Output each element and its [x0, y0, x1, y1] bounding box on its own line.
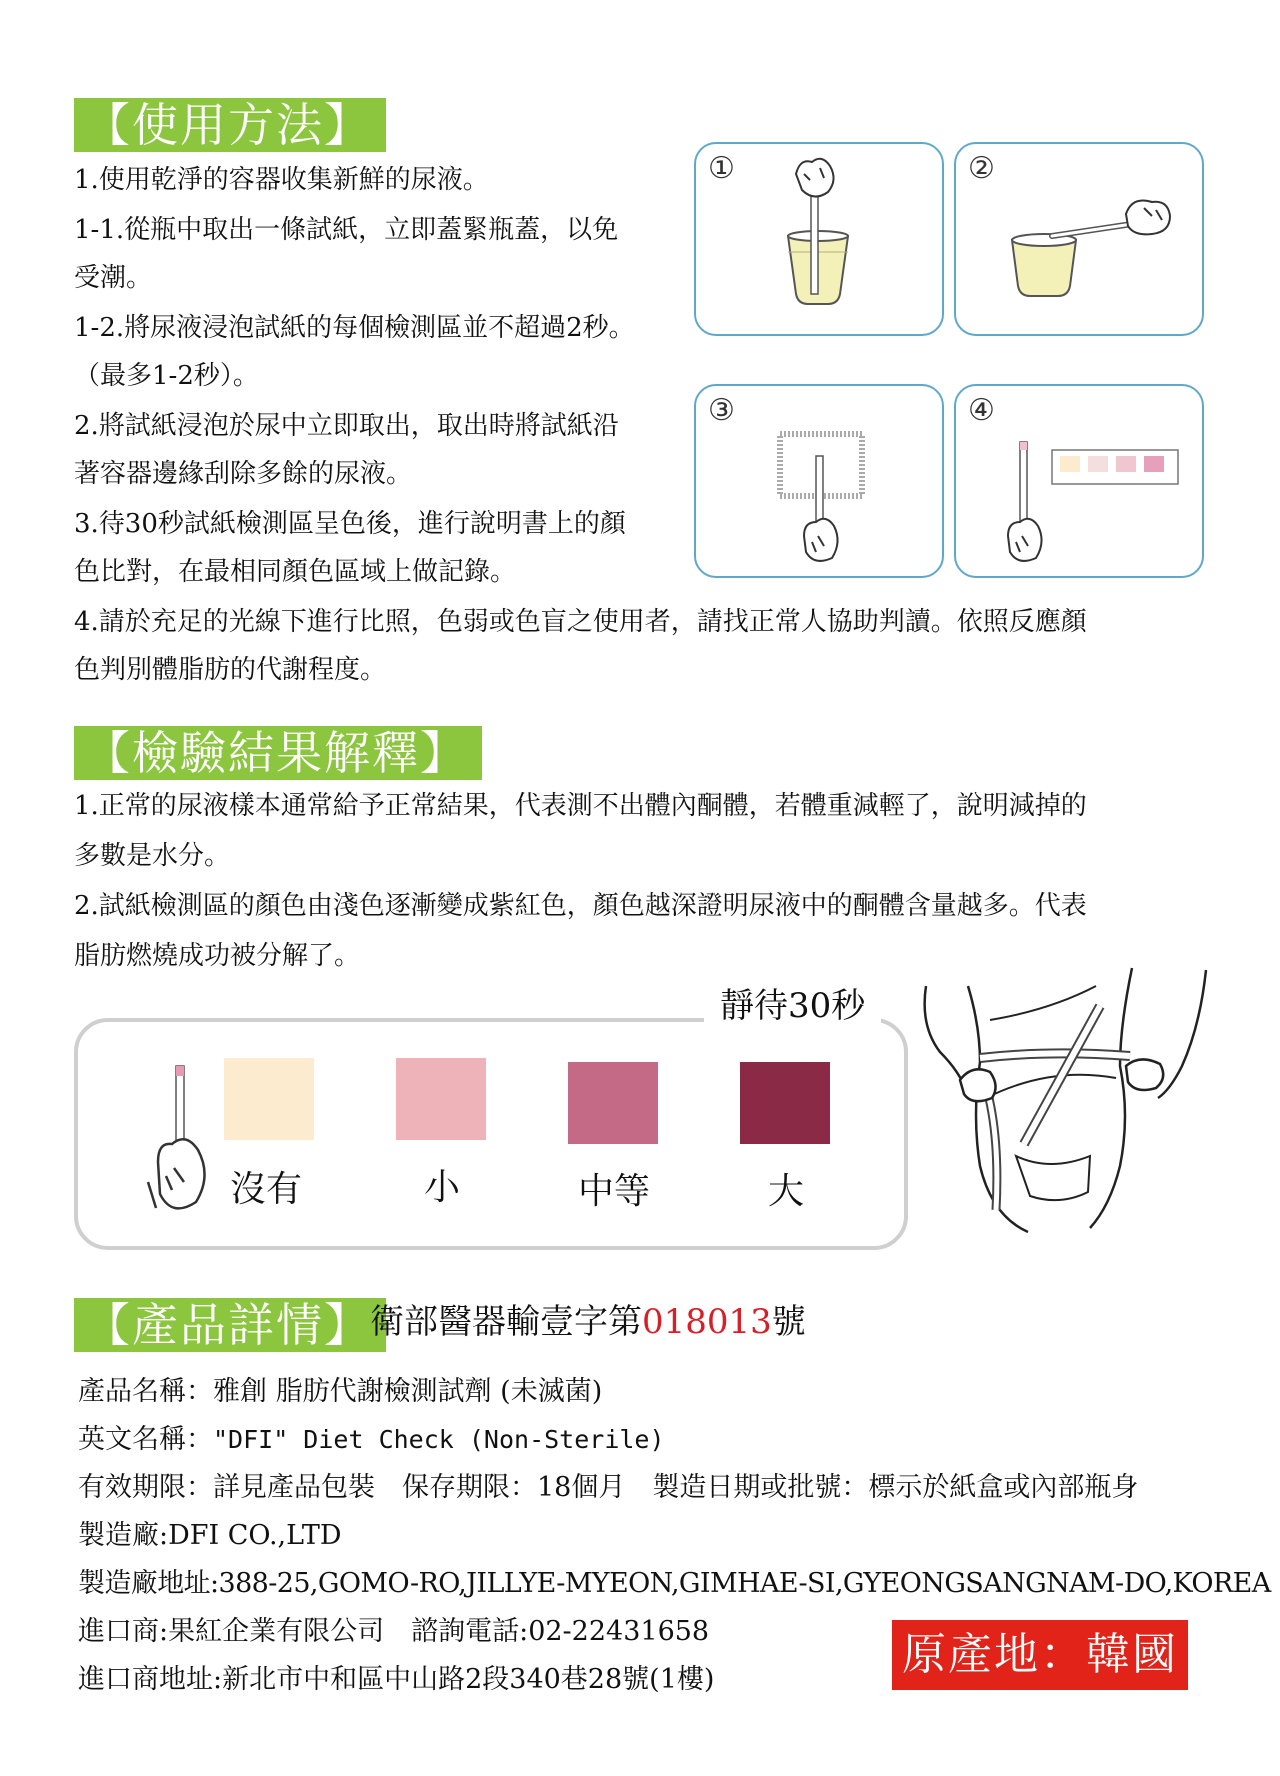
usage-line-8: 3.待30秒試紙檢測區呈色後，進行說明書上的顏: [74, 509, 626, 539]
level-label-small: 小: [423, 1167, 460, 1208]
usage-line-2: 1-1.從瓶中取出一條試紙，立即蓋緊瓶蓋，以免: [74, 215, 619, 245]
swatch-small: [396, 1058, 486, 1140]
level-label-large: 大: [767, 1171, 804, 1212]
waist-measuring-illustration: [920, 966, 1210, 1236]
validity-info: 有效期限：詳見產品包裝 保存期限：18個月 製造日期或批號：標示於紙盒或內部瓶身: [78, 1472, 1139, 1503]
results-line-4: 脂肪燃燒成功被分解了。: [74, 941, 361, 971]
wait-30-seconds-label: 靜待30秒: [704, 984, 881, 1028]
usage-section-title: 【使用方法】: [74, 98, 386, 152]
origin-badge: 原產地：韓國: [892, 1620, 1188, 1690]
usage-line-5: （最多1-2秒）。: [74, 361, 259, 391]
registration-number: [370, 1300, 806, 1344]
level-label-medium: 中等: [577, 1171, 650, 1212]
step-number-4: ④: [968, 393, 995, 428]
english-name-label: 英文名稱：: [78, 1424, 213, 1455]
step-number-2: ②: [968, 151, 995, 186]
usage-line-3: 受潮。: [74, 263, 153, 293]
results-line-2: 多數是水分。: [74, 841, 231, 871]
step-panel-4: [954, 384, 1204, 578]
registration-prefix: 衛部醫器輸壹字第: [370, 1302, 642, 1342]
details-section-title: 【產品詳情】: [74, 1298, 386, 1352]
usage-line-7: 著容器邊緣刮除多餘的尿液。: [74, 459, 413, 489]
usage-line-1: 1.使用乾淨的容器收集新鮮的尿液。: [74, 165, 489, 195]
manufacturer: 製造廠:DFI CO.,LTD: [78, 1520, 342, 1551]
step-panel-2: [954, 142, 1204, 336]
step-number-1: ①: [708, 151, 735, 186]
usage-line-11: 色判別體脂肪的代謝程度。: [74, 655, 387, 685]
importer: 進口商:果紅企業有限公司 諮詢電話:02-22431658: [78, 1616, 710, 1647]
manufacturer-address: 製造廠地址:388-25,GOMO-RO,JILLYE-MYEON,GIMHAE-SI,GYEONGSANGNAM-DO,KOREA: [78, 1568, 1271, 1599]
usage-line-10: 4.請於充足的光線下進行比照，色弱或色盲之使用者，請找正常人協助判讀。依照反應顏: [74, 607, 1087, 637]
results-line-1: 1.正常的尿液樣本通常給予正常結果，代表測不出體內酮體，若體重減輕了，說明減掉的: [74, 791, 1087, 821]
swatch-large: [740, 1062, 830, 1144]
swatch-none: [224, 1058, 314, 1140]
swatch-medium: [568, 1062, 658, 1144]
english-name-value: "DFI" Diet Check (Non-Sterile): [213, 1425, 665, 1454]
step-panel-3: [694, 384, 944, 578]
usage-line-4: 1-2.將尿液浸泡試紙的每個檢測區並不超過2秒。: [74, 313, 635, 343]
usage-line-6: 2.將試紙浸泡於尿中立即取出，取出時將試紙沿: [74, 411, 619, 441]
importer-address: 進口商地址:新北市中和區中山路2段340巷28號(1樓): [78, 1664, 715, 1695]
level-label-none: 沒有: [229, 1169, 302, 1210]
results-section-title: 【檢驗結果解釋】: [74, 726, 482, 780]
product-name: 產品名稱：雅創 脂肪代謝檢測試劑 (未滅菌): [78, 1376, 603, 1407]
step-number-3: ③: [708, 393, 735, 428]
english-name: [78, 1420, 665, 1460]
results-line-3: 2.試紙檢測區的顏色由淺色逐漸變成紫紅色，顏色越深證明尿液中的酮體含量越多。代表: [74, 891, 1087, 921]
usage-line-9: 色比對，在最相同顏色區域上做記錄。: [74, 557, 517, 587]
registration-suffix: 號: [771, 1302, 806, 1342]
registration-code: 018013: [642, 1302, 772, 1342]
step-panel-1: [694, 142, 944, 336]
